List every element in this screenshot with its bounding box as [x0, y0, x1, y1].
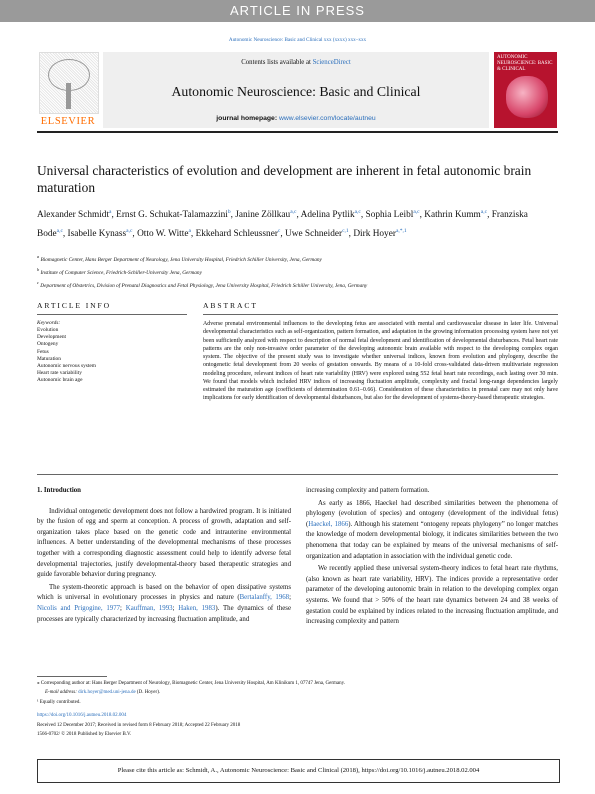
author-affiliation-mark[interactable]: a,c	[354, 209, 361, 215]
keyword: Heart rate variability	[37, 370, 82, 377]
author-name[interactable]: Franziska Bode	[37, 210, 528, 239]
keyword: Ontogeny	[37, 341, 59, 348]
keyword: Development	[37, 334, 67, 341]
body-column-right	[306, 486, 558, 630]
cover-title: AUTONOMIC NEUROSCIENCE: BASIC & CLINICAL	[497, 55, 553, 72]
elsevier-logo	[37, 52, 99, 128]
sciencedirect-link[interactable]: ScienceDirect	[312, 59, 351, 66]
article-info-rule	[37, 314, 187, 315]
header-rule	[37, 131, 558, 133]
keyword: Autonomic brain age	[37, 377, 83, 384]
homepage-line	[103, 115, 489, 122]
keywords-list	[37, 327, 187, 384]
author-name[interactable]: Sophia Leibl	[365, 210, 414, 220]
journal-title: Autonomic Neuroscience: Basic and Clinical	[171, 84, 421, 99]
body-column-left	[37, 486, 291, 627]
journal-cover-image	[494, 52, 557, 128]
body-paragraph: increasing complexity and pattern formation.	[306, 487, 430, 494]
author-affiliation-mark[interactable]: a,c	[413, 209, 420, 215]
affiliation-line	[37, 252, 558, 265]
author-name[interactable]: Janine Zöllkau	[235, 210, 291, 220]
body-paragraph: Individual ontogenetic development does not follow a hardwired program. It is initiated by the fusion of egg and sperm at conception. A process of growth, adaptation and self-organization takes place based on the genetic code and intrauterine environmental influences. A better understanding of the developmental mechanisms of these processes together with a corresponding diagnostic assessment could help to identify adverse fetal developmental trajectories, justify developmental-theory based therapeutic strategies and guide favorable behavior during pregnancy.	[37, 507, 291, 579]
author-affiliation-mark[interactable]: b	[227, 209, 231, 215]
paper-title: Universal characteristics of evolution and development are inherent in fetal autonomic brain maturation	[37, 163, 532, 195]
corresponding-author-note: ⁎ Corresponding author at: Hans Berger Department of Neurology, Biomagnetic Center, Jena University Hospital, Am Klinikum 1, 07747 Jena, Germany.	[37, 681, 346, 686]
keywords-block	[37, 320, 187, 384]
email-line	[37, 688, 558, 697]
affiliations	[37, 252, 558, 292]
author-name[interactable]: Ekkehard Schleussner	[195, 228, 278, 239]
citation-box: Please cite this article as: Schmidt, A., Autonomic Neuroscience: Basic and Clinical (2018), https://doi.org/10.1016/j.autneu.2018.02.004	[37, 759, 560, 783]
body-paragraph: The system-theoretic approach is based on the behavior of open dissipative systems which is universal in evolutionary processes in physics and nature (Bertalanffy, 1968; Nicolis and Prigogine, 1977; Kauffman, 1993; Haken, 1983). The dynamics of these processes are typically characterized by increasing fluctuation amplitude, and	[37, 583, 291, 623]
citation-link[interactable]: Haken, 1983	[178, 604, 216, 612]
affiliation-mark: a	[37, 254, 40, 259]
author-name[interactable]: Alexander Schmidt	[37, 210, 110, 220]
email-suffix: (D. Hoyer).	[135, 690, 161, 696]
footnotes	[37, 679, 558, 739]
affiliation-text: Department of Obstetrics, Division of Prenatal Diagnostics and Fetal Physiology, Jena University Hospital, Friedrich Schiller University, Jena, Germany	[38, 283, 368, 290]
author-list: Alexander Schmidt$^a$, Ernst G. Schukat-Talamazzini$^b$, Janine Zöllkau$^{a,c}$, Adelina Pytlik$^{a,c}$, Sophia Leibl$^{a,c}$, Kathrin Kumm$^{a,c}$, Franziska Bode$^{a,c}$, Isabelle Kynass$^{a,c}$, Otto W. Witte$^a$, Ekkehard Schleussner$^c$, Uwe Schneider$^{c,1}$, Dirk Hoyer$^{a,*,1}$	[37, 209, 528, 239]
affiliation-text: Institute of Computer Science, Friedrich-Schiller-University Jena, Germany	[39, 269, 202, 276]
citation-link[interactable]: Haeckel, 1866	[308, 520, 349, 528]
received-dates: Received 12 December 2017; Received in revised form 8 February 2018; Accepted 22 February 2018	[37, 722, 241, 728]
email-label: E-mail address:	[45, 690, 79, 696]
author-affiliation-mark[interactable]: a,c	[480, 209, 488, 215]
citation-link[interactable]: Kauffman, 1993	[125, 604, 173, 612]
author-affiliation-mark[interactable]: a,c	[290, 209, 297, 215]
author-name[interactable]: Otto W. Witte	[137, 228, 189, 239]
keyword: Maturation	[37, 355, 61, 362]
publisher-name: ELSEVIER	[40, 116, 96, 127]
elsevier-tree-icon	[39, 52, 99, 114]
author-affiliation-mark[interactable]: a	[109, 209, 112, 215]
affiliation-mark: c	[37, 280, 39, 286]
keywords-heading: Keywords:	[37, 320, 61, 326]
author-affiliation-mark[interactable]: c,1	[342, 227, 349, 234]
email-link[interactable]: dirk.hoyer@med.uni-jena.de	[78, 690, 136, 696]
abstract-text: Adverse prenatal environmental influences to the developing fetus are associated with mental and cardiovascular disease in later life. Universal developmental characteristics such as self-organization, pattern formation, and adaptation in the growing information processing system have not yet been sufficiently analyzed with respect to description of normal fetal development and identification of developmental disturbances. Fetal heart rate patterns are the only non-invasive order parameter of the developing autonomic brain available with respect to the developing complex organ system. The objective of the present study was to investigate whether universal indices, known from evolution and phylogeny, describe the ontogenetic fetal development from 20 weeks of gestation onwards. By means of a 10-fold cross-validated data-driven multivariate regression modeling procedure, relevant indices of heart rate variability (HRV) were explored using 552 fetal heart rate recordings, each lasting over 30 min. We found that models which included HRV indices of increasing fluctuation amplitude, complexity and fractal long-range dependencies largely estimated the maturation age (coefficients of determination 0.61–0.66). Consideration of these characteristics in prenatal care may not only have implications for early identification of developmental disturbances, but also for the development of systems-theory-based therapeutic strategies.	[203, 321, 558, 402]
equal-contribution-note: ¹ Equally contributed.	[37, 699, 81, 705]
article-in-press-banner: ARTICLE IN PRESS	[0, 0, 595, 22]
author-name[interactable]: Kathrin Kumm	[424, 210, 481, 220]
affiliation-line	[37, 265, 558, 278]
abstract-rule	[203, 314, 558, 315]
affiliation-mark: b	[37, 267, 40, 273]
homepage-prefix: journal homepage:	[216, 115, 279, 122]
author-affiliation-mark[interactable]: a	[188, 227, 191, 234]
citation-link[interactable]: Bertalanffy, 1968	[239, 594, 290, 602]
keyword: Autonomic nervous system	[37, 362, 96, 369]
introduction-heading: 1. Introduction	[37, 487, 81, 494]
article-info-heading: ARTICLE INFO	[37, 301, 112, 310]
keyword: Evolution	[37, 327, 59, 334]
author-name[interactable]: Isabelle Kynass	[67, 228, 127, 239]
copyright-line: 1566-0702/ © 2018 Published by Elsevier B.V.	[37, 732, 132, 738]
author-affiliation-mark[interactable]: a,*,1	[395, 227, 407, 234]
keyword: Fetus	[37, 348, 49, 355]
citation-link[interactable]: Nicolis and Prigogine, 1977	[37, 604, 121, 612]
footnote-rule	[37, 676, 107, 677]
abstract-bottom-rule	[37, 474, 558, 475]
body-paragraph: As early as 1866, Haeckel had described similarities between the phenomena of phylogeny (evolution of species) and ontogeny (development of the individual fetus) (Haeckel, 1866). Although his statement “ontogeny repeats phylogeny” no longer matches the knowledge of modern developmental biology, it indicates similarities between the two phenomena that today can be explained by means of the universal mechanisms of self-organization and adaptation in association with the individual genetic code.	[306, 499, 558, 560]
contents-line	[103, 59, 489, 66]
author-name[interactable]: Dirk Hoyer	[353, 228, 396, 239]
homepage-link[interactable]: www.elsevier.com/locate/autneu	[278, 115, 376, 122]
abstract-heading: ABSTRACT	[203, 301, 258, 310]
author-affiliation-mark[interactable]: c	[277, 227, 281, 234]
contents-prefix: Contents lists available at	[241, 59, 313, 66]
author-name[interactable]: Adelina Pytlik	[300, 210, 355, 220]
body-paragraph: We recently applied these universal system-theory indices to fetal heart rate rhythms, (also known as heart rate variability, HRV). The indices provide a representative order parameter of the developing autonomic brain in relation to the developing complex organ systems. We found that > 50% of the heart rate dynamics between 24 and 38 weeks of gestation could be explained by indices related to the increasing fluctuation amplitude, and increasing complexity and pattern	[306, 565, 558, 626]
author-affiliation-mark[interactable]: a,c	[56, 227, 63, 234]
journal-reference-link[interactable]: Autonomic Neuroscience: Basic and Clinical xxx (xxxx) xxx–xxx	[228, 37, 367, 43]
doi-link[interactable]: https://doi.org/10.1016/j.autneu.2018.02.004	[37, 713, 127, 719]
affiliation-line	[37, 278, 558, 291]
heart-illustration	[506, 76, 548, 118]
author-affiliation-mark[interactable]: a,c	[126, 227, 133, 234]
author-name[interactable]: Uwe Schneider	[285, 228, 343, 239]
author-name[interactable]: Ernst G. Schukat-Talamazzini	[116, 210, 228, 220]
affiliation-text: Biomagnetic Center, Hans Berger Department of Neurology, Jena University Hospital, Friedrich Schiller University, Jena, Germany	[39, 256, 322, 263]
